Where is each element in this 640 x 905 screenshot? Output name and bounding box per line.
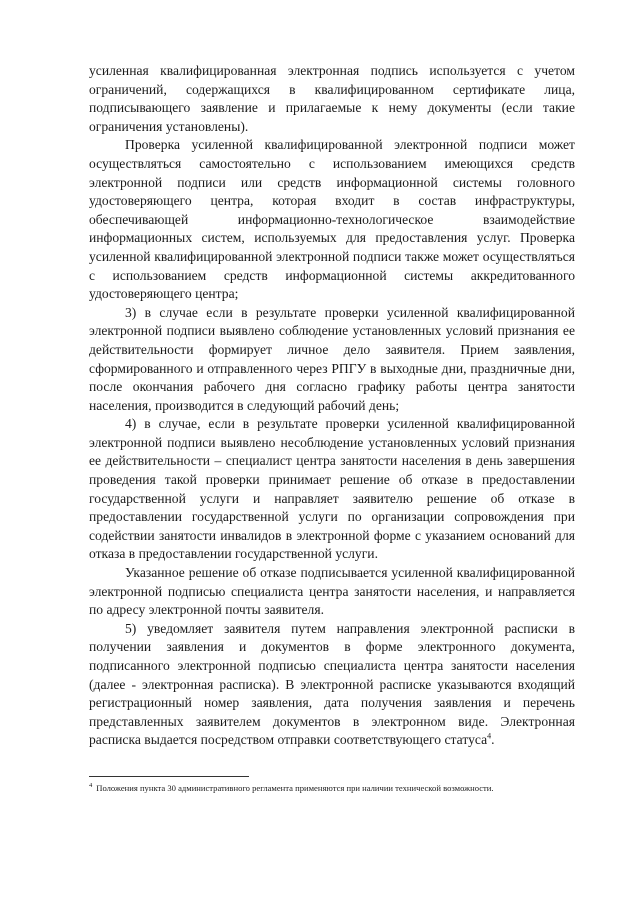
document-body [89, 62, 575, 750]
paragraph-6-end: . [491, 732, 495, 748]
footnote-number: 4 [89, 782, 93, 790]
footnote-reference[interactable]: 4 [487, 731, 492, 741]
paragraph-3: 3) в случае если в результате проверки усиленной квалифицированной электронной подписи выявлено соблюдение установленных условий признания ее действительности формирует личное дело заявителя. Прием заявления, сформированного и отправленного через РПГУ в выходные дни, праздничные дни, после окончания рабочего дня согласно графику работы центра занятости населения, производится в следующий рабочий день; [89, 304, 575, 413]
paragraph-1: усиленная квалифицированная электронная подпись используется с учетом ограничений, содержащихся в квалифицированном сертификате лица, подписывающего заявление и прилагаемые к нему документы (если такие ограничения установлены). [89, 63, 575, 134]
paragraph-2: Проверка усиленной квалифицированной электронной подписи может осуществляться самостоятельно с использованием имеющихся средств электронной подписи или средств информационной системы головного удостоверяющего центра, которая входит в состав инфраструктуры, обеспечивающей информационно-технологическое взаимодействие информационных систем, используемых для предоставления услуг. Проверка усиленной квалифицированной электронной подписи также может осуществляться с использованием средств информационной системы аккредитованного удостоверяющего центра; [89, 137, 575, 302]
footnote [89, 782, 575, 795]
paragraph-6-text: 5) уведомляет заявителя путем направления электронной расписки в получении заявления и документов в форме электронного документа, подписанного электронной подписью специалиста центра занятости населения (далее - электронная расписка). В электронной расписке указываются входящий регистрационный номер заявления, дата получения заявления и перечень представленных заявителем документов в электронном виде. Электронная расписка выдается посредством отправки соответствующего статуса [89, 620, 575, 748]
paragraph-5: Указанное решение об отказе подписывается усиленной квалифицированной электронной подписью специалиста центра занятости населения, и направляется по адресу электронной почты заявителя. [89, 565, 575, 618]
footnote-divider [89, 776, 249, 777]
paragraph-4: 4) в случае, если в результате проверки усиленной квалифицированной электронной подписи выявлено несоблюдение установленных условий признания ее действительности – специалист центра занятости населения в день завершения проведения такой проверки принимает решение об отказе в предоставлении государственной услуги и направляет заявителю решение об отказе в предоставлении государственной услуги по организации сопровождения при содействии занятости инвалидов в электронной форме с указанием оснований для отказа в предоставлении государственной услуги. [89, 416, 575, 562]
footnote-text: Положения пункта 30 административного регламента применяются при наличии технической возможности. [96, 783, 494, 793]
paragraph-6 [89, 620, 575, 750]
